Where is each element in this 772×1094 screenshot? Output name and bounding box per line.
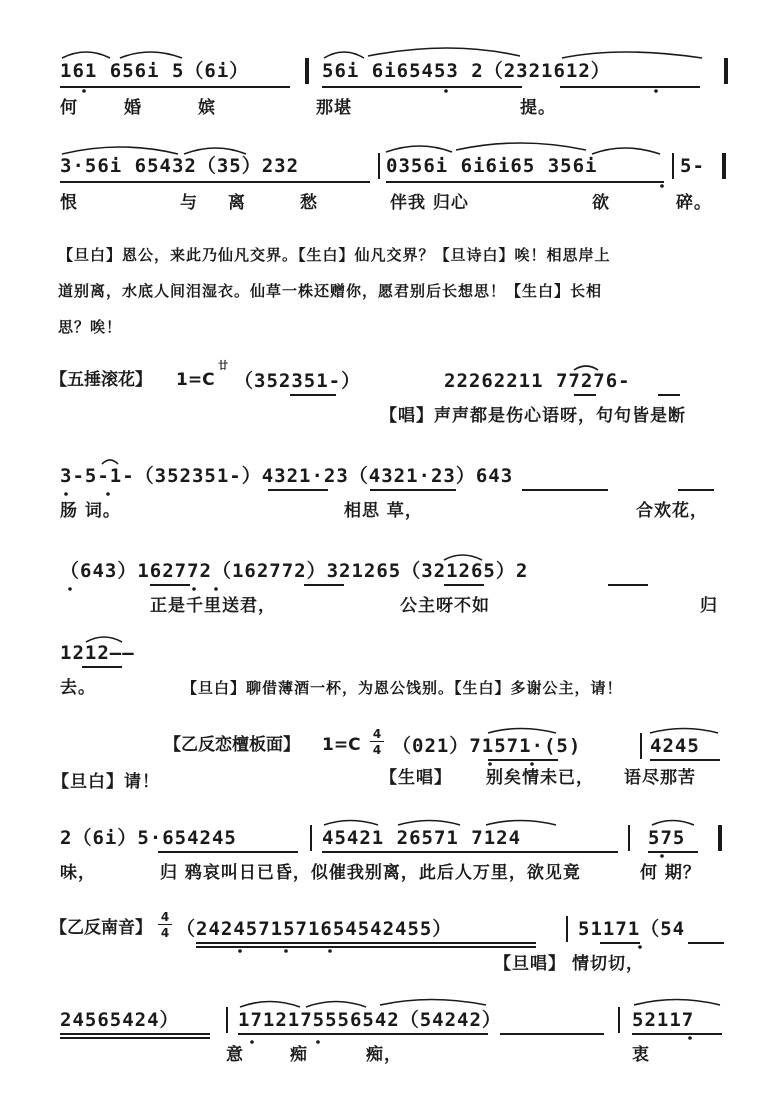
row8-lyric-3: 何 期？ xyxy=(640,863,701,883)
row8-lyric-2: 归 鸦哀叫日已昏，似催我别离，此后人万里，欲见竟 xyxy=(160,863,581,883)
underline xyxy=(648,851,698,853)
octave-dot xyxy=(192,587,196,591)
slur xyxy=(62,147,178,154)
row9-time-top: 4 xyxy=(160,910,170,924)
underline xyxy=(60,1033,210,1035)
octave-dot xyxy=(82,89,86,93)
row3-notes-b: 22262211 77276- xyxy=(444,370,631,392)
row4-lyric-3: 合欢花， xyxy=(636,501,708,521)
dialog-line-3: 思？唉！ xyxy=(58,318,123,336)
row2-notes-c: 5- xyxy=(680,155,705,177)
slur xyxy=(184,148,246,154)
slur xyxy=(386,146,452,152)
row1-lyric-3: 嫔 xyxy=(198,98,216,118)
row10-notes-b: 1712175556542（54242） xyxy=(238,1009,502,1031)
row9-lyric-2: 情切切， xyxy=(572,954,644,974)
underline xyxy=(522,489,608,491)
row1-lyric-5: 提。 xyxy=(520,98,556,118)
octave-dot xyxy=(64,492,68,496)
bar-line xyxy=(672,153,674,179)
underline xyxy=(150,584,190,586)
row5-lyric-1: 正是千里送君， xyxy=(150,596,276,616)
underline xyxy=(60,1037,210,1039)
slur xyxy=(650,729,718,734)
underline xyxy=(650,759,720,761)
underline xyxy=(60,86,290,88)
octave-dot xyxy=(106,492,110,496)
underline xyxy=(500,1033,604,1035)
row7-label: 【乙反恋檀板面】 xyxy=(164,735,300,755)
slur xyxy=(634,1000,720,1006)
slur xyxy=(592,148,660,154)
underline xyxy=(238,1033,488,1035)
underline xyxy=(688,942,724,944)
underline xyxy=(560,86,700,88)
row1-notes-a: 161 656i 5（6i） xyxy=(60,60,250,82)
octave-dot xyxy=(68,587,72,591)
row5-lyric-3: 归 xyxy=(700,596,718,616)
row9-label: 【乙反南音】 xyxy=(50,918,152,938)
underline xyxy=(370,489,456,491)
bar-line xyxy=(724,58,728,84)
row5-lyric-2: 公主呀不如 xyxy=(400,596,490,616)
octave-dot xyxy=(316,1040,320,1044)
slur xyxy=(368,48,520,56)
bar-line xyxy=(722,153,726,179)
underline xyxy=(158,851,298,853)
underline xyxy=(658,394,680,396)
row10-notes-c: 52117 xyxy=(632,1009,695,1031)
row9-notes-a: （2424571571654542455） xyxy=(176,918,453,940)
underline xyxy=(678,489,714,491)
row2-lyric-1: 恨 xyxy=(60,193,78,213)
slur xyxy=(102,460,118,464)
row8-notes-a: 2（6i）5·654245 xyxy=(60,827,237,849)
underline xyxy=(304,584,344,586)
underline xyxy=(574,394,596,396)
row4-lyric-1: 肠 词。 xyxy=(60,501,121,521)
row2-lyric-2: 与 xyxy=(180,193,198,213)
row7-notes-b: 4245 xyxy=(650,735,700,757)
dialog-line-1: 【旦白】恩公，来此乃仙凡交界。【生白】仙凡交界？【旦诗白】唉！相思岸上 xyxy=(58,246,611,264)
underline xyxy=(196,942,536,944)
underline xyxy=(322,86,522,88)
slur xyxy=(62,52,110,58)
underline xyxy=(632,1033,722,1035)
row7-lyric-2: 【生唱】 xyxy=(380,768,452,788)
row3-label: 【五捶滚花】 xyxy=(50,370,152,390)
underline xyxy=(196,946,536,948)
bar-line xyxy=(618,1007,620,1033)
underline xyxy=(290,394,336,396)
slur xyxy=(652,821,694,826)
row10-lyric-2: 痴 xyxy=(290,1045,308,1065)
time-signature-line xyxy=(158,924,172,925)
row6-lyric-2: 【旦白】聊借薄酒一杯，为恩公饯别。【生白】多谢公主，请！ xyxy=(182,679,623,697)
bar-line xyxy=(566,916,568,942)
row7-time-bottom: 4 xyxy=(372,743,382,757)
octave-dot xyxy=(284,949,288,953)
row10-lyric-4: 衷 xyxy=(632,1045,650,1065)
row10-notes-a: 24565424） xyxy=(60,1009,180,1031)
underline xyxy=(386,181,664,183)
row9-notes-b: 51171（54 xyxy=(578,918,686,940)
row7-key: 1=C xyxy=(322,735,361,755)
slur xyxy=(398,821,460,826)
row8-lyric-1: 味， xyxy=(60,863,96,883)
row7-lyric-4: 语尽那苦 xyxy=(624,768,696,788)
row4-lyric-2: 相思 草， xyxy=(344,501,423,521)
octave-dot xyxy=(444,89,448,93)
row8-notes-b: 45421 26571 7124 xyxy=(322,827,522,849)
row8-notes-c: 575 xyxy=(648,827,686,849)
octave-dot xyxy=(660,854,664,858)
row3-lyric: 【唱】声声都是伤心语呀，句句皆是断 xyxy=(380,406,686,426)
row1-lyric-2: 婚 xyxy=(124,98,142,118)
row2-notes-a: 3·56i 65432（35）232 xyxy=(60,155,300,177)
row9-time-bottom: 4 xyxy=(160,926,170,940)
row2-lyric-4: 愁 xyxy=(300,193,318,213)
octave-dot xyxy=(238,949,242,953)
row10-lyric-1: 意 xyxy=(226,1045,244,1065)
underline xyxy=(444,584,484,586)
row9-lyric-1: 【旦唱】 xyxy=(494,954,566,974)
underline xyxy=(82,666,122,668)
octave-dot xyxy=(488,762,492,766)
row10-lyric-3: 痴， xyxy=(366,1045,402,1065)
row2-lyric-6: 欲 xyxy=(592,193,610,213)
row1-notes-b: 56i 6i65453 2（2321612） xyxy=(322,60,611,82)
octave-dot xyxy=(214,587,218,591)
bar-line xyxy=(378,153,380,179)
underline xyxy=(488,759,558,761)
row1-lyric-4: 那堪 xyxy=(316,98,352,118)
slur xyxy=(380,1000,486,1006)
octave-dot xyxy=(530,762,534,766)
underline xyxy=(322,851,618,853)
row3-key: 1=C xyxy=(176,370,215,390)
row2-lyric-3: 离 xyxy=(228,193,246,213)
bar-line xyxy=(305,58,309,84)
row5-notes: （643）162772（162772）321265（321265）2 xyxy=(60,560,529,582)
row7-time-top: 4 xyxy=(372,727,382,741)
bar-line xyxy=(640,733,642,759)
underline xyxy=(60,181,370,183)
bar-line xyxy=(628,825,630,851)
row2-lyric-7: 碎。 xyxy=(676,193,712,213)
row7-notes-a: （021）71571·(5) xyxy=(392,735,582,757)
slur xyxy=(486,821,556,826)
octave-dot xyxy=(328,949,332,953)
row2-notes-b: 0356i 6i6i65 356i xyxy=(386,155,598,177)
row3-sup: 廿 xyxy=(218,361,228,372)
slur xyxy=(120,52,182,58)
bar-line xyxy=(718,825,722,851)
slur xyxy=(456,143,586,150)
slur xyxy=(562,52,702,58)
row6-lyric-1: 去。 xyxy=(60,678,96,698)
bar-line xyxy=(226,1007,228,1033)
slur xyxy=(306,1002,366,1008)
underline xyxy=(600,942,640,944)
underline xyxy=(268,489,328,491)
slur xyxy=(488,729,556,734)
bar-line xyxy=(310,825,312,851)
slur xyxy=(240,1002,300,1008)
octave-dot xyxy=(638,945,642,949)
time-signature-line xyxy=(370,741,384,742)
row7-lyric-3: 别矣情未已， xyxy=(486,768,594,788)
slur xyxy=(324,52,364,58)
slur xyxy=(324,821,378,826)
row7-lyric-1: 【旦白】请！ xyxy=(52,772,160,792)
dialog-line-2: 道别离，水底人间泪湿衣。仙草一株还赠你，愿君别后长想思！【生白】长相 xyxy=(58,282,603,300)
row1-lyric-1: 何 xyxy=(60,98,78,118)
row3-notes-a: （352351-） xyxy=(234,370,362,392)
row2-lyric-5: 伴我 归心 xyxy=(390,193,469,213)
octave-dot xyxy=(660,184,664,188)
octave-dot xyxy=(654,89,658,93)
row4-notes: 3-5-1-（352351-）4321·23（4321·23）643 xyxy=(60,465,514,487)
octave-dot xyxy=(688,1036,692,1040)
row6-notes: 1212—— xyxy=(60,642,135,664)
octave-dot xyxy=(250,1040,254,1044)
underline xyxy=(608,584,648,586)
